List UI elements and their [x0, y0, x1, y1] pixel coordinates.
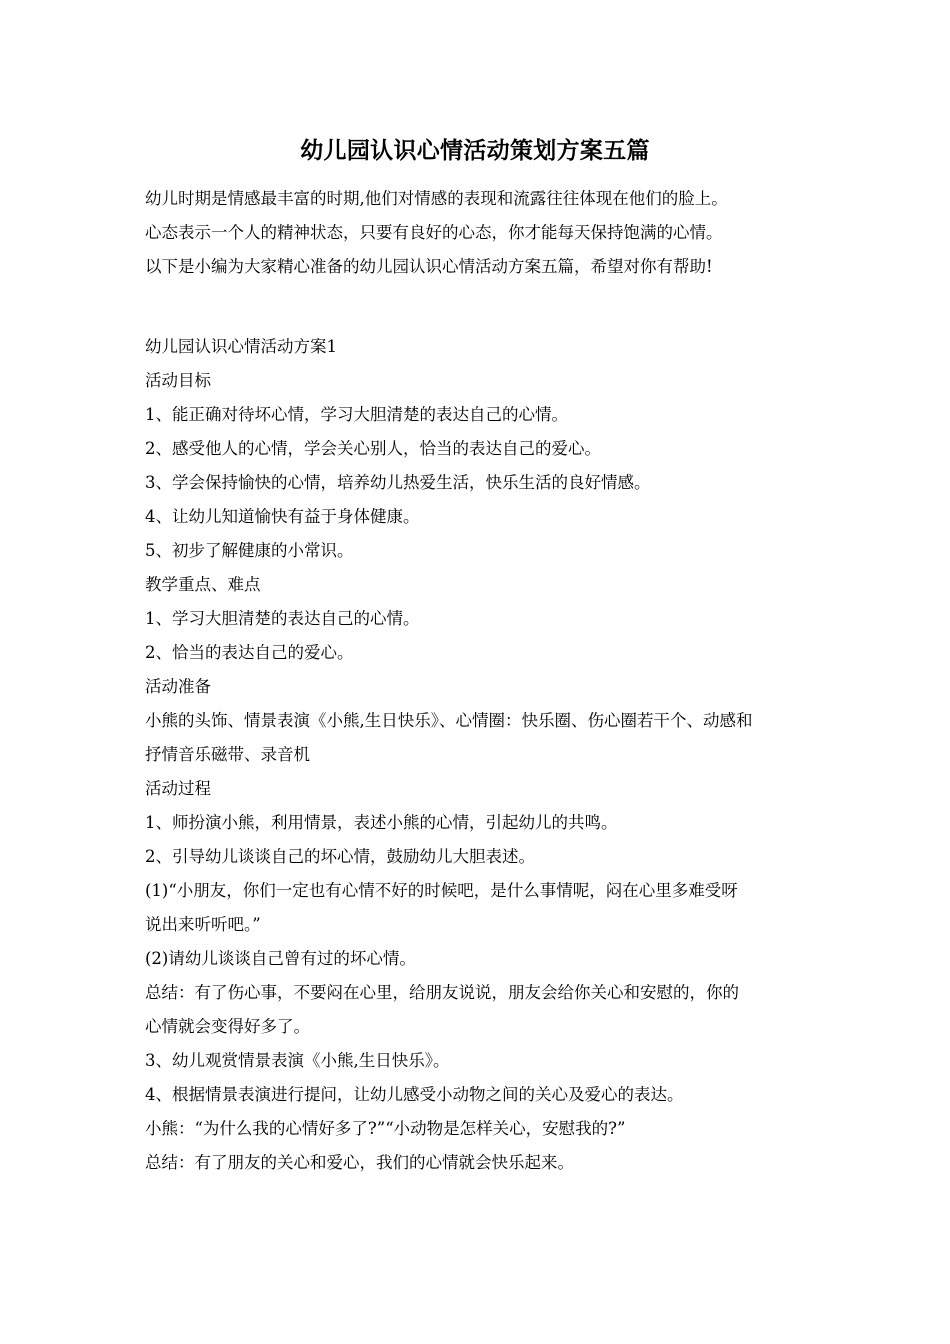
preparation-text: 抒情音乐磁带、录音机: [145, 745, 310, 764]
goal-item: 5、初步了解健康的小常识。: [145, 541, 354, 560]
key-point-item: 1、学习大胆清楚的表达自己的心情。: [145, 609, 420, 628]
process-item: 4、根据情景表演进行提问，让幼儿感受小动物之间的关心及爱心的表达。: [145, 1085, 684, 1104]
subheading-process: 活动过程: [145, 779, 211, 798]
dialogue-text: 小熊：“为什么我的心情好多了?”“小动物是怎样关心，安慰我的?”: [145, 1119, 626, 1138]
process-item: (2)请幼儿谈谈自己曾有过的坏心情。: [145, 949, 416, 968]
goal-item: 1、能正确对待坏心情，学习大胆清楚的表达自己的心情。: [145, 405, 568, 424]
intro-line: 以下是小编为大家精心准备的幼儿园认识心情活动方案五篇，希望对你有帮助!: [145, 257, 713, 276]
subheading-key-points: 教学重点、难点: [145, 575, 261, 594]
key-point-item: 2、恰当的表达自己的爱心。: [145, 643, 354, 662]
subheading-preparation: 活动准备: [145, 677, 211, 696]
intro-line: 心态表示一个人的精神状态，只要有良好的心态，你才能每天保持饱满的心情。: [145, 223, 723, 242]
goal-item: 3、学会保持愉快的心情，培养幼儿热爱生活，快乐生活的良好情感。: [145, 473, 651, 492]
summary-text: 总结：有了伤心事，不要闷在心里，给朋友说说，朋友会给你关心和安慰的，你的: [145, 983, 739, 1002]
intro-section: [145, 182, 845, 284]
goal-item: 4、让幼儿知道愉快有益于身体健康。: [145, 507, 420, 526]
process-item: (1)“小朋友，你们一定也有心情不好的时候吧，是什么事情呢，闷在心里多难受呀: [145, 881, 738, 900]
intro-line: 幼儿时期是情感最丰富的时期,他们对情感的表现和流露往往体现在他们的脸上。: [145, 189, 728, 208]
process-item: 1、师扮演小熊，利用情景，表述小熊的心情，引起幼儿的共鸣。: [145, 813, 618, 832]
section-heading: 幼儿园认识心情活动方案1: [145, 337, 337, 356]
summary-text: 总结：有了朋友的关心和爱心，我们的心情就会快乐起来。: [145, 1153, 574, 1172]
summary-text: 心情就会变得好多了。: [145, 1017, 310, 1036]
process-item: 2、引导幼儿谈谈自己的坏心情，鼓励幼儿大胆表述。: [145, 847, 535, 866]
preparation-text: 小熊的头饰、情景表演《小熊,生日快乐》、心情圈：快乐圈、伤心圈若干个、动感和: [145, 711, 753, 730]
document-title: 幼儿园认识心情活动策划方案五篇: [300, 137, 650, 164]
goal-item: 2、感受他人的心情，学会关心别人，恰当的表达自己的爱心。: [145, 439, 601, 458]
plan-1-section: [145, 330, 845, 1180]
process-item: 说出来听听吧。”: [145, 915, 261, 934]
process-item: 3、幼儿观赏情景表演《小熊,生日快乐》。: [145, 1051, 450, 1070]
subheading-activity-goals: 活动目标: [145, 371, 211, 390]
